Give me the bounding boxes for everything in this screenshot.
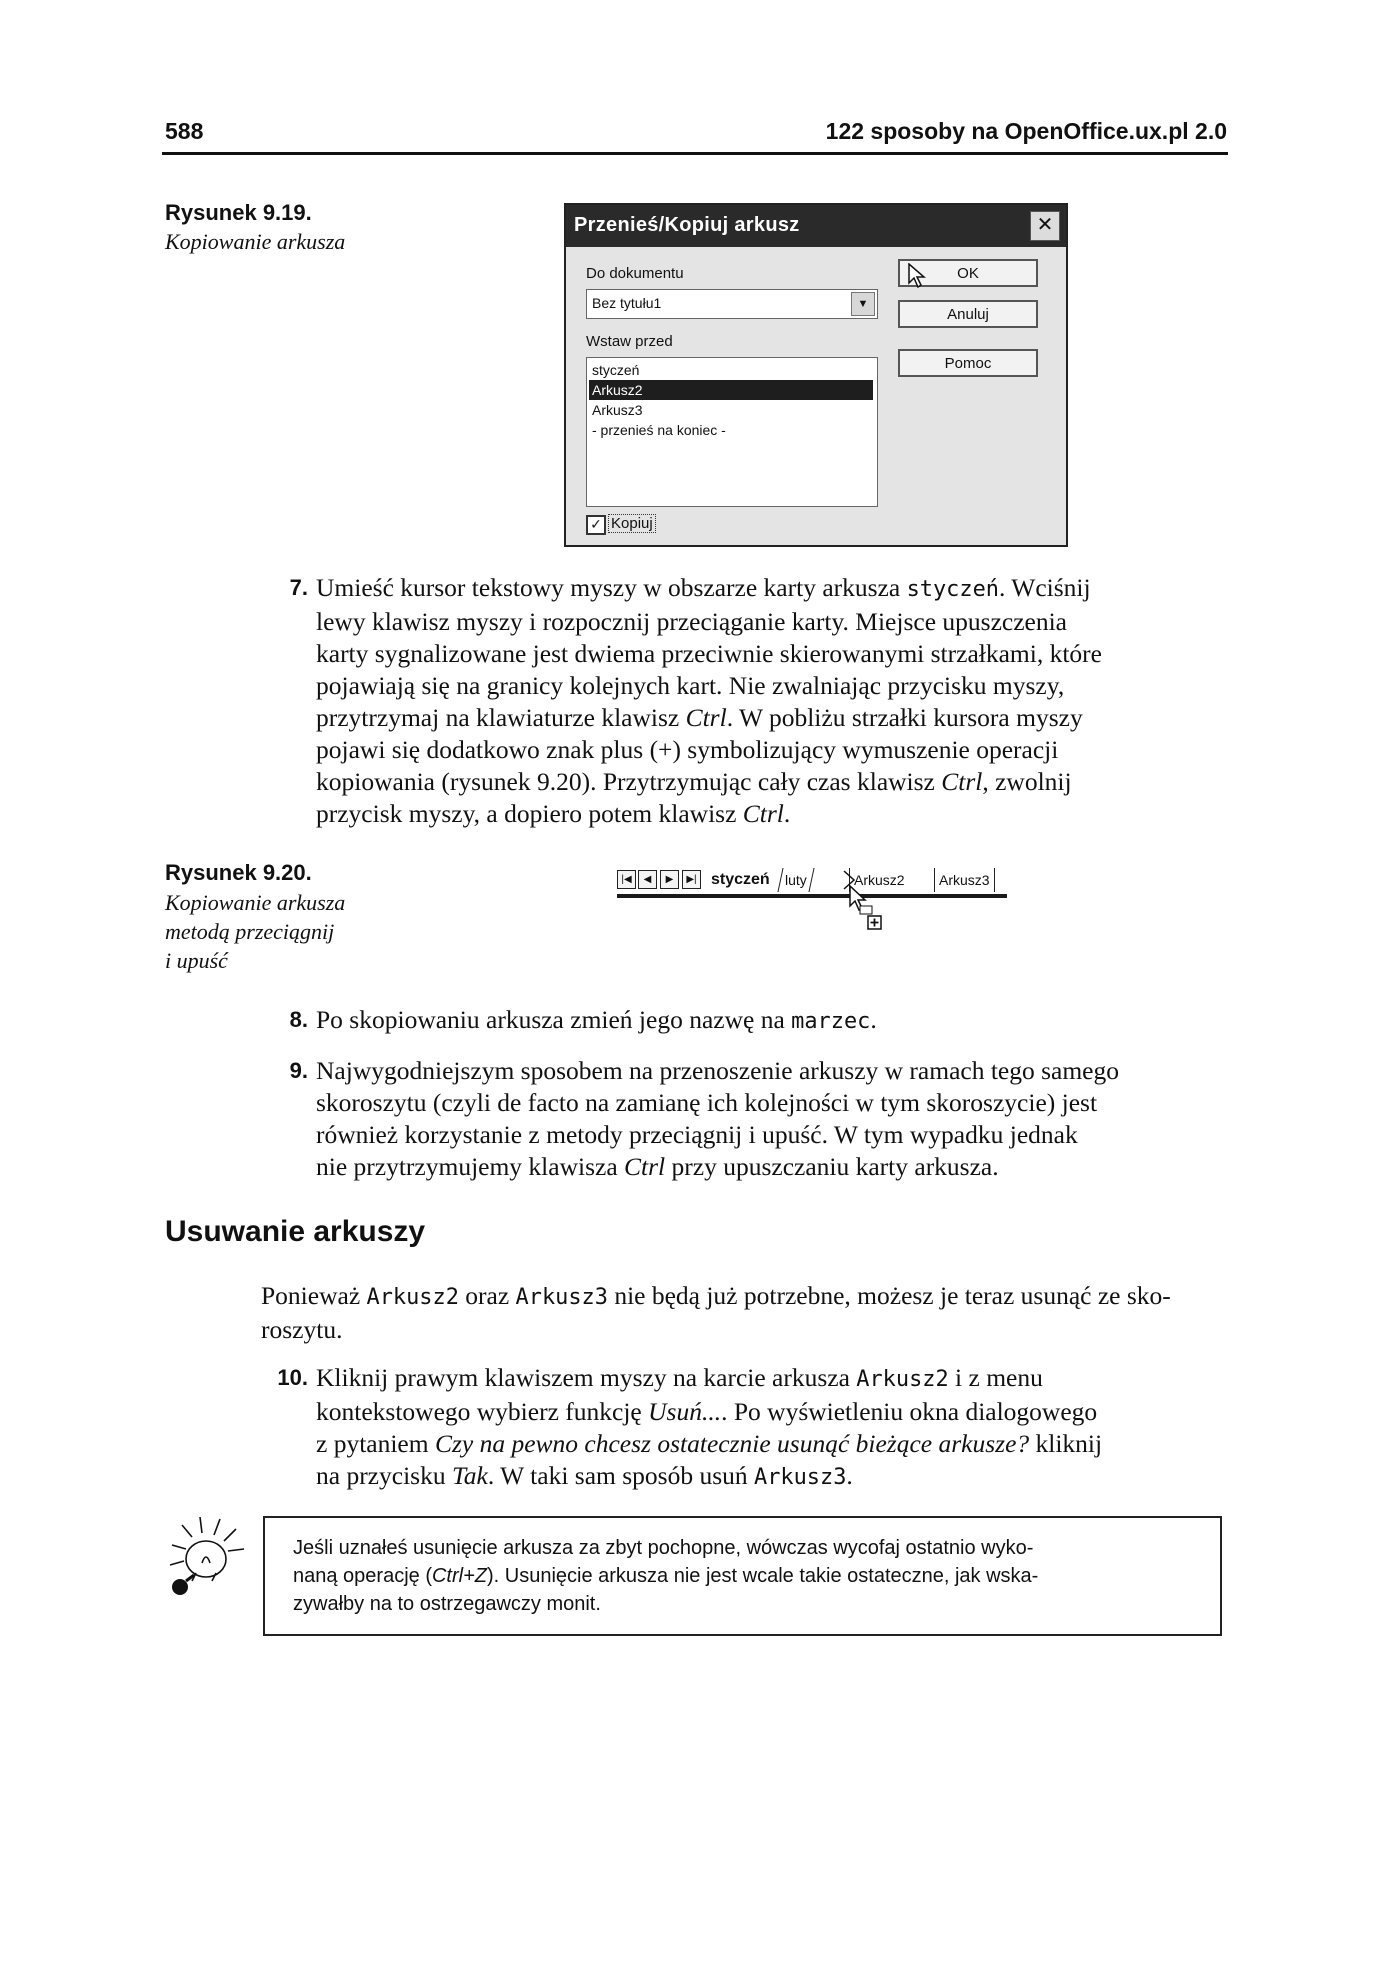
text-line: lewy klawisz myszy i rozpocznij przeciąganie karty. Miejsce upuszczenia bbox=[316, 607, 1067, 636]
section-intro bbox=[261, 1280, 1231, 1346]
step-number: 10. bbox=[277, 1365, 308, 1390]
header-rule bbox=[162, 152, 1228, 155]
text-line: Umieść kursor tekstowy myszy w obszarze karty arkusza styczeń. Wciśnij bbox=[316, 573, 1091, 602]
insert-before-label: Wstaw przed bbox=[586, 333, 673, 350]
emphasis: Ctrl bbox=[624, 1152, 666, 1181]
step-number: 9. bbox=[289, 1058, 308, 1083]
copy-drag-cursor-icon bbox=[848, 884, 888, 934]
first-sheet-icon[interactable]: |◀ bbox=[617, 870, 636, 889]
inline-code: Arkusz3 bbox=[754, 1465, 847, 1490]
inline-code: marzec bbox=[791, 1009, 871, 1034]
to-document-label: Do dokumentu bbox=[586, 265, 684, 282]
inline-code: Arkusz3 bbox=[515, 1285, 608, 1310]
list-item[interactable]: - przenieś na koniec - bbox=[592, 422, 726, 438]
text-line: naną operację (Ctrl+Z). Usunięcie arkusza nie jest wcale takie ostateczne, jak wska- bbox=[293, 1565, 1039, 1587]
inline-code: styczeń bbox=[906, 577, 999, 602]
step-number: 7. bbox=[289, 575, 308, 600]
inline-code: Arkusz2 bbox=[366, 1285, 459, 1310]
text-line: również korzystanie z metody przeciągnij i upuść. W tym wypadku jednak bbox=[316, 1120, 1078, 1149]
dialog-titlebar bbox=[566, 205, 1066, 247]
copy-checkbox-label[interactable]: Kopiuj bbox=[608, 514, 656, 533]
move-copy-dialog bbox=[564, 203, 1068, 547]
to-document-value: Bez tytułu1 bbox=[592, 295, 662, 311]
text-line: przytrzymaj na klawiaturze klawisz Ctrl. W pobliżu strzałki kursora myszy bbox=[316, 703, 1083, 732]
emphasis: Ctrl bbox=[941, 767, 983, 796]
section-heading: Usuwanie arkuszy bbox=[165, 1215, 426, 1248]
text-line: pojawiają się na granicy kolejnych kart. Nie zwalniając przycisku myszy, bbox=[316, 671, 1065, 700]
text-line: roszytu. bbox=[261, 1315, 343, 1344]
sheet-tab-active[interactable]: styczeń bbox=[711, 871, 770, 888]
text-line: skoroszytu (czyli de facto na zamianę ich kolejności w tym skoroszycie) jest bbox=[316, 1088, 1098, 1117]
figure-caption: Kopiowanie arkusza bbox=[165, 229, 346, 254]
to-document-select[interactable] bbox=[586, 289, 878, 319]
step-text bbox=[316, 572, 1236, 830]
chevron-down-icon[interactable]: ▼ bbox=[851, 292, 875, 316]
text-line: Kliknij prawym klawiszem myszy na karcie arkusza Arkusz2 i z menu bbox=[316, 1363, 1043, 1392]
emphasis: Usuń... bbox=[648, 1397, 722, 1426]
close-icon[interactable]: ✕ bbox=[1030, 211, 1060, 241]
caption-line: Kopiowanie arkusza bbox=[165, 890, 346, 915]
running-header-title: 122 sposoby na OpenOffice.ux.pl 2.0 bbox=[825, 118, 1227, 144]
text-line: Jeśli uznałeś usunięcie arkusza za zbyt pochopne, wówczas wycofaj ostatnio wyko- bbox=[293, 1537, 1034, 1559]
copy-checkbox[interactable]: ✓ bbox=[586, 515, 606, 535]
step-text bbox=[316, 1004, 1236, 1038]
figure-caption bbox=[165, 888, 345, 975]
text-line: na przycisku Tak. W taki sam sposób usuń Arkusz3. bbox=[316, 1461, 853, 1490]
caption-line: metodą przeciągnij bbox=[165, 919, 335, 944]
text-line: zywałby na to ostrzegawczy monit. bbox=[293, 1593, 601, 1615]
inline-code: Arkusz2 bbox=[856, 1367, 949, 1392]
tip-text bbox=[293, 1534, 1198, 1618]
caption-line: i upuść bbox=[165, 948, 228, 973]
last-sheet-icon[interactable]: ▶| bbox=[682, 870, 701, 889]
list-item[interactable]: Arkusz3 bbox=[592, 402, 643, 418]
dialog-title: Przenieś/Kopiuj arkusz bbox=[574, 214, 800, 236]
text-line: Najwygodniejszym sposobem na przenoszenie arkuszy w ramach tego samego bbox=[316, 1056, 1120, 1085]
text-line: nie przytrzymujemy klawisza Ctrl przy upuszczaniu karty arkusza. bbox=[316, 1152, 999, 1181]
emphasis: Ctrl bbox=[685, 703, 727, 732]
ok-button[interactable]: OK bbox=[898, 259, 1038, 287]
figure-label: Rysunek 9.20. bbox=[165, 860, 312, 885]
text-line: przycisk myszy, a dopiero potem klawisz Ctrl. bbox=[316, 799, 791, 828]
step-text bbox=[316, 1362, 1236, 1494]
mouse-pointer-icon bbox=[908, 263, 926, 289]
text-line: kopiowania (rysunek 9.20). Przytrzymując cały czas klawisz Ctrl, zwolnij bbox=[316, 767, 1072, 796]
text-line: kontekstowego wybierz funkcję Usuń.... Po wyświetleniu okna dialogowego bbox=[316, 1397, 1098, 1426]
emphasis: Ctrl+Z bbox=[431, 1565, 487, 1587]
list-item[interactable]: styczeń bbox=[592, 362, 640, 378]
sheet-tab[interactable]: Arkusz2 bbox=[849, 868, 909, 892]
tip-box bbox=[263, 1516, 1222, 1636]
emphasis: Ctrl bbox=[742, 799, 784, 828]
sheet-tab[interactable]: luty bbox=[777, 868, 814, 892]
text-line: pojawi się dodatkowo znak plus (+) symbolizujący wymuszenie operacji bbox=[316, 735, 1059, 764]
emphasis: Czy na pewno chcesz ostatecznie usunąć bieżące arkusze? bbox=[434, 1429, 1030, 1458]
text-line: Po skopiowaniu arkusza zmień jego nazwę na marzec. bbox=[316, 1005, 877, 1034]
step-text bbox=[316, 1055, 1236, 1183]
step-number: 8. bbox=[289, 1007, 308, 1032]
emphasis: Tak bbox=[451, 1461, 488, 1490]
sheet-tab[interactable]: Arkusz3 bbox=[934, 868, 995, 892]
figure-label: Rysunek 9.19. bbox=[165, 200, 312, 225]
help-button[interactable]: Pomoc bbox=[898, 349, 1038, 377]
prev-sheet-icon[interactable]: ◀ bbox=[638, 870, 657, 889]
page-number: 588 bbox=[165, 118, 204, 144]
text-line: z pytaniem Czy na pewno chcesz ostatecznie usunąć bieżące arkusze? kliknij bbox=[316, 1429, 1103, 1458]
sheet-tab-baseline bbox=[617, 894, 1007, 898]
text-line: karty sygnalizowane jest dwiema przeciwnie skierowanymi strzałkami, które bbox=[316, 639, 1102, 668]
cancel-button[interactable]: Anuluj bbox=[898, 300, 1038, 328]
insert-before-list[interactable] bbox=[586, 357, 878, 507]
sheet-tab-bar bbox=[617, 868, 1007, 906]
next-sheet-icon[interactable]: ▶ bbox=[660, 870, 679, 889]
lightbulb-icon bbox=[162, 1515, 252, 1597]
list-item-selected[interactable]: Arkusz2 bbox=[589, 380, 873, 400]
text-line: Ponieważ Arkusz2 oraz Arkusz3 nie będą już potrzebne, możesz je teraz usunąć ze sko- bbox=[261, 1281, 1171, 1310]
